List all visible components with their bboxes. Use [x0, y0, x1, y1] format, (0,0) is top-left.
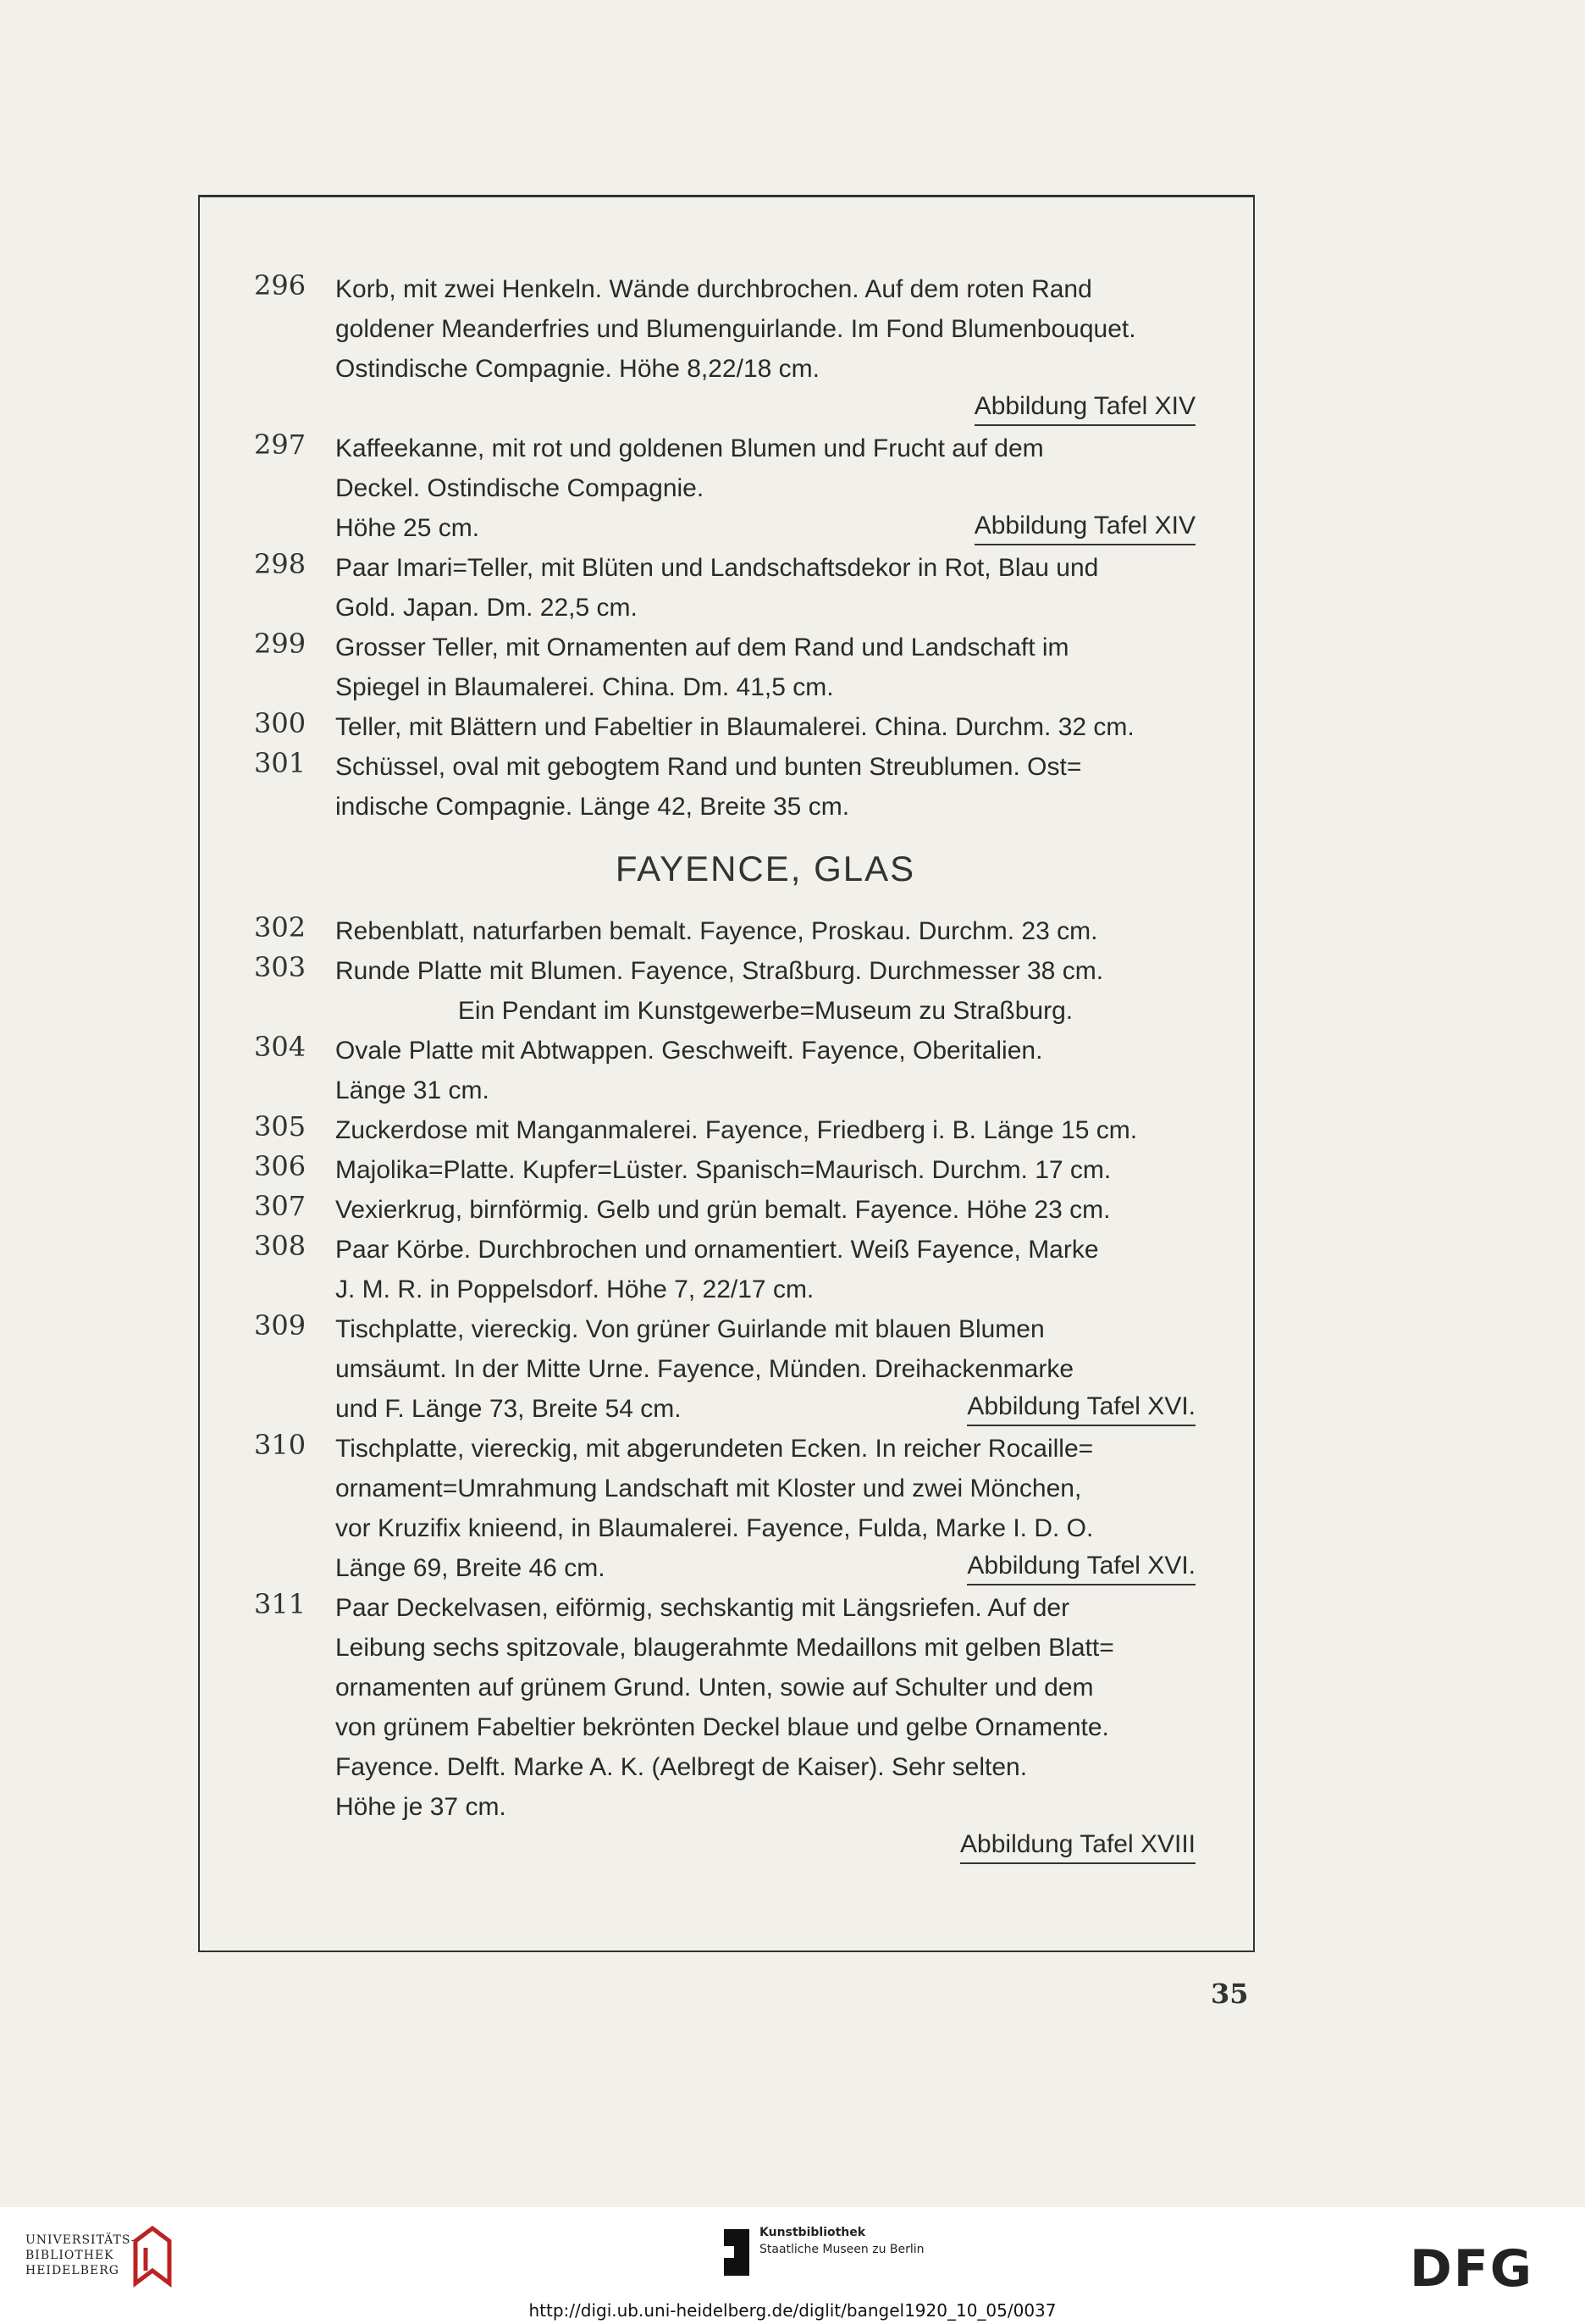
- entry-text-line: Spiegel in Blaumalerei. China. Dm. 41,5 cm.: [335, 673, 834, 701]
- entry-number: 310: [254, 1429, 307, 1461]
- entry-number: 297: [254, 429, 307, 461]
- dfg-logo: DFG: [1410, 2239, 1534, 2299]
- plate-reference: Abbildung Tafel XVI.: [967, 1548, 1196, 1585]
- kb-subtitle: Staatliche Museen zu Berlin: [759, 2243, 925, 2256]
- entry-text-line: Runde Platte mit Blumen. Fayence, Straßburg. Durchmesser 38 cm.: [335, 957, 1104, 985]
- catalog-entry: [254, 1429, 1196, 1588]
- entry-number: 296: [254, 269, 307, 302]
- entry-number: 298: [254, 548, 307, 580]
- entry-number: 304: [254, 1031, 307, 1063]
- entry-text-line: von grünem Fabeltier bekrönten Deckel blaue und gelbe Ornamente.: [335, 1713, 1109, 1741]
- plate-reference: Abbildung Tafel XIV: [975, 389, 1196, 426]
- digitization-footer: [0, 2207, 1585, 2324]
- catalog-entry: [254, 1031, 1196, 1110]
- entry-number: 299: [254, 628, 307, 660]
- catalog-entry: [254, 1230, 1196, 1309]
- entry-text-line: Ostindische Compagnie. Höhe 8,22/18 cm.: [335, 355, 820, 383]
- catalog-entry: [254, 269, 1196, 429]
- catalog-entry: [254, 747, 1196, 827]
- catalog-entry: [254, 548, 1196, 628]
- entry-text-line: Gold. Japan. Dm. 22,5 cm.: [335, 594, 638, 622]
- entry-text-line: J. M. R. in Poppelsdorf. Höhe 7, 22/17 cm.: [335, 1275, 815, 1303]
- entry-text-line: Fayence. Delft. Marke A. K. (Aelbregt de Kaiser). Sehr selten.: [335, 1753, 1028, 1781]
- source-url[interactable]: http://digi.ub.uni-heidelberg.de/diglit/bangel1920_10_05/0037: [528, 2300, 1057, 2321]
- entry-number: 306: [254, 1150, 307, 1182]
- entry-text-line: Tischplatte, viereckig. Von grüner Guirlande mit blauen Blumen: [335, 1315, 1045, 1343]
- entry-text-line: Schüssel, oval mit gebogtem Rand und bunten Streublumen. Ost=: [335, 753, 1082, 781]
- entry-text-line: Paar Körbe. Durchbrochen und ornamentiert. Weiß Fayence, Marke: [335, 1236, 1099, 1264]
- entry-number: 305: [254, 1110, 307, 1143]
- plate-reference: Abbildung Tafel XVI.: [967, 1389, 1196, 1426]
- entry-dimension-text: Länge 69, Breite 46 cm.: [335, 1554, 605, 1582]
- entry-text-line: Teller, mit Blättern und Fabeltier in Blaumalerei. China. Durchm. 32 cm.: [335, 713, 1135, 741]
- entry-text-line: ornamenten auf grünem Grund. Unten, sowie auf Schulter und dem: [335, 1674, 1094, 1702]
- entry-text-line: Paar Deckelvasen, eiförmig, sechskantig mit Längsriefen. Auf der: [335, 1594, 1070, 1622]
- entry-number: 302: [254, 911, 307, 943]
- entry-dimension-text: Höhe 25 cm.: [335, 514, 480, 542]
- entry-text-line: Paar Imari=Teller, mit Blüten und Landschaftsdekor in Rot, Blau und: [335, 554, 1099, 582]
- entry-text-line: Tischplatte, viereckig, mit abgerundeten Ecken. In reicher Rocaille=: [335, 1435, 1094, 1463]
- catalog-entry: [254, 1190, 1196, 1230]
- entry-text-line: vor Kruzifix knieend, in Blaumalerei. Fayence, Fulda, Marke I. D. O.: [335, 1514, 1094, 1542]
- entry-number: 309: [254, 1309, 307, 1342]
- entry-number: 303: [254, 951, 307, 983]
- section-heading: FAYENCE, GLAS: [615, 849, 916, 888]
- catalog-entry: [254, 911, 1196, 951]
- catalog-entry: [254, 1150, 1196, 1190]
- entry-text-line: Leibung sechs spitzovale, blaugerahmte Medaillons mit gelben Blatt=: [335, 1634, 1114, 1662]
- entry-text-line: Majolika=Platte. Kupfer=Lüster. Spanisch=Maurisch. Durchm. 17 cm.: [335, 1156, 1112, 1184]
- university-mark-icon: [127, 2224, 178, 2288]
- catalog-entry: [254, 429, 1196, 548]
- entry-reference-line: [335, 1827, 1196, 1867]
- entry-text-line: Deckel. Ostindische Compagnie.: [335, 474, 704, 502]
- entry-reference-line: [335, 389, 1196, 429]
- catalog-entry: [254, 951, 1196, 1031]
- page-number: 35: [1211, 1978, 1249, 2010]
- plate-reference: Abbildung Tafel XIV: [975, 508, 1196, 545]
- entry-text-line: Rebenblatt, naturfarben bemalt. Fayence, Proskau. Durchm. 23 cm.: [335, 917, 1098, 945]
- entry-text-line: Zuckerdose mit Manganmalerei. Fayence, Friedberg i. B. Länge 15 cm.: [335, 1116, 1138, 1144]
- entry-text-line: Grosser Teller, mit Ornamenten auf dem Rand und Landschaft im: [335, 634, 1069, 661]
- entry-text-line: goldener Meanderfries und Blumenguirlande. Im Fond Blumenbouquet.: [335, 315, 1136, 343]
- plate-reference: Abbildung Tafel XVIII: [960, 1827, 1196, 1864]
- entry-text-line: Vexierkrug, birnförmig. Gelb und grün bemalt. Fayence. Höhe 23 cm.: [335, 1196, 1111, 1224]
- catalog-entries: [254, 269, 1196, 1867]
- entry-number: 311: [254, 1588, 307, 1620]
- kb-title: Kunstbibliothek: [759, 2226, 866, 2239]
- entry-number: 308: [254, 1230, 307, 1262]
- entry-text-line: Korb, mit zwei Henkeln. Wände durchbrochen. Auf dem roten Rand: [335, 275, 1092, 303]
- entry-dimension-text: und F. Länge 73, Breite 54 cm.: [335, 1395, 682, 1423]
- entry-text-line: umsäumt. In der Mitte Urne. Fayence, Münden. Dreihackenmarke: [335, 1355, 1074, 1383]
- entry-text-line: Höhe je 37 cm.: [335, 1793, 506, 1821]
- entry-text-line: Länge 31 cm.: [335, 1076, 489, 1104]
- entry-reference-line: [335, 1548, 1196, 1588]
- catalog-entry: [254, 1588, 1196, 1867]
- catalog-entry: [254, 1110, 1196, 1150]
- entry-reference-line: [335, 508, 1196, 548]
- entry-text-line: Ovale Platte mit Abtwappen. Geschweift. Fayence, Oberitalien.: [335, 1037, 1043, 1065]
- entry-text-line: indische Compagnie. Länge 42, Breite 35 cm.: [335, 793, 850, 821]
- uni-logo-line: HEIDELBERG: [25, 2264, 119, 2277]
- uni-logo-line: UNIVERSITÄTS-: [25, 2233, 136, 2247]
- entry-note-line: Ein Pendant im Kunstgewerbe=Museum zu Straßburg.: [457, 997, 1074, 1025]
- entry-number: 301: [254, 747, 307, 779]
- entry-text-line: ornament=Umrahmung Landschaft mit Kloster und zwei Mönchen,: [335, 1475, 1082, 1502]
- uni-logo-line: BIBLIOTHEK: [25, 2249, 114, 2262]
- catalog-entry: [254, 707, 1196, 747]
- catalog-entry: [254, 628, 1196, 707]
- entry-number: 300: [254, 707, 307, 739]
- kunstbibliothek-mark-icon: [724, 2229, 749, 2276]
- entry-reference-line: [335, 1389, 1196, 1429]
- entry-text-line: Kaffeekanne, mit rot und goldenen Blumen und Frucht auf dem: [335, 434, 1044, 462]
- university-library-logo: [25, 2233, 136, 2278]
- catalog-entry: [254, 1309, 1196, 1429]
- entry-number: 307: [254, 1190, 307, 1222]
